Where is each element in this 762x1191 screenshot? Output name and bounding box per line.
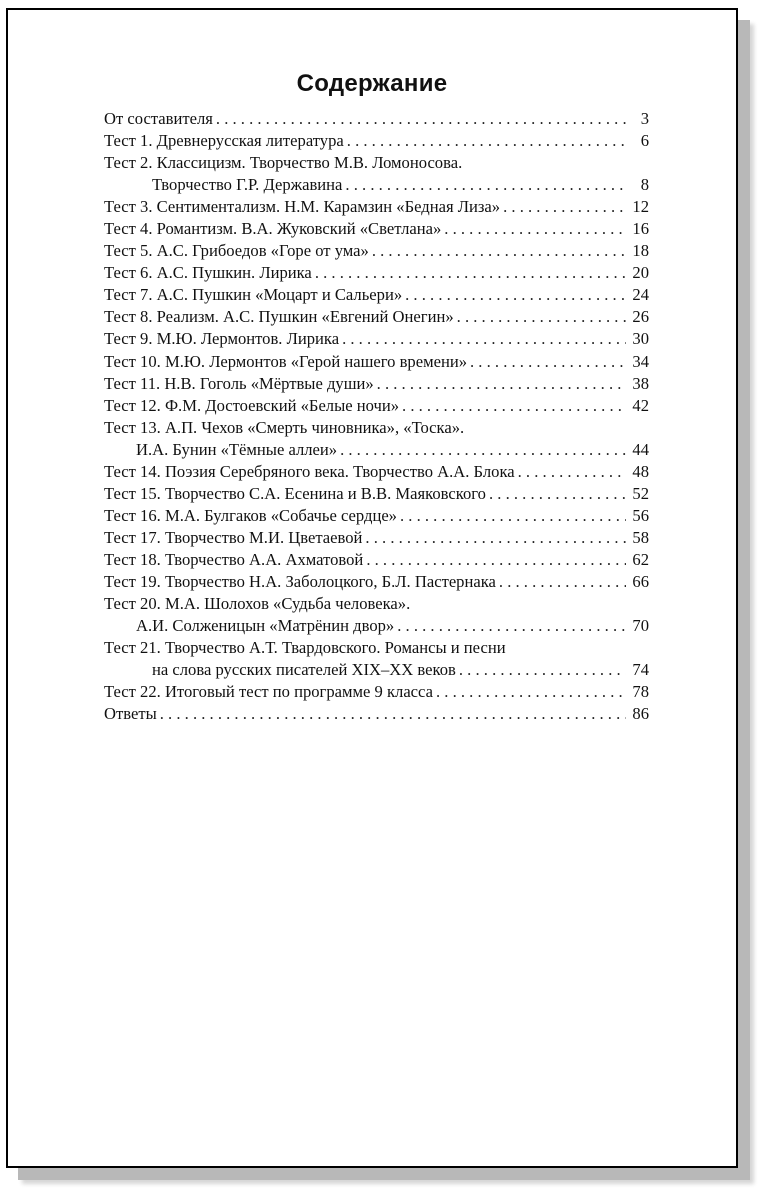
toc-entry	[104, 571, 649, 593]
toc-entry-title: Тест 7. А.С. Пушкин «Моцарт и Сальери»	[104, 285, 403, 305]
page-number: 48	[632, 461, 649, 481]
toc-entry-title: Тест 1. Древнерусская литература	[104, 131, 344, 151]
page-number: 6	[640, 131, 649, 151]
toc-entry	[104, 505, 649, 527]
dot-leader	[402, 395, 626, 417]
toc-entry-title: Ответы	[104, 704, 157, 724]
dot-leader	[315, 262, 626, 284]
toc-entry	[104, 681, 649, 703]
toc-entry-continuation	[104, 174, 649, 196]
toc-entry	[104, 461, 649, 483]
page-number: 52	[632, 483, 649, 503]
toc-entry-continuation	[104, 439, 649, 461]
toc-entry	[104, 417, 649, 439]
page-number: 42	[632, 395, 649, 415]
dot-leader	[489, 483, 626, 505]
toc-entry	[104, 549, 649, 571]
toc-entry-title: Тест 9. М.Ю. Лермонтов. Лирика	[104, 329, 340, 349]
toc-entry	[104, 152, 649, 174]
page-number: 86	[632, 704, 649, 724]
toc-entry-title: Тест 18. Творчество А.А. Ахматовой	[104, 549, 364, 569]
page-number: 12	[632, 197, 649, 217]
page-number: 26	[632, 307, 649, 327]
toc-entry-title: Тест 4. Романтизм. В.А. Жуковский «Светлана»	[104, 219, 442, 239]
toc-entry	[104, 306, 649, 328]
page-number: 3	[640, 109, 649, 128]
document-page	[6, 8, 738, 1168]
toc-entry	[104, 483, 649, 505]
toc-entry-title: Тест 21. Творчество А.Т. Твардовского. Романсы и песни	[104, 638, 506, 658]
page-number: 44	[632, 439, 649, 459]
toc-entry-title-continuation: Творчество Г.Р. Державина	[152, 175, 343, 195]
page-number: 56	[632, 505, 649, 525]
toc-entry	[104, 262, 649, 284]
toc-entry-title: Тест 12. Ф.М. Достоевский «Белые ночи»	[104, 395, 400, 415]
dot-leader	[457, 306, 626, 328]
toc-entry-title: Тест 22. Итоговый тест по программе 9 класса	[104, 682, 433, 702]
toc-entry	[104, 703, 649, 725]
dot-leader	[340, 439, 626, 461]
toc-entry-title-continuation: А.И. Солженицын «Матрёнин двор»	[136, 616, 395, 636]
toc-entry-title: От составителя	[104, 109, 213, 128]
dot-leader	[216, 108, 626, 130]
toc-entry-title: Тест 16. М.А. Булгаков «Собачье сердце»	[104, 505, 397, 525]
page-number: 34	[632, 351, 649, 371]
toc-entry	[104, 284, 649, 306]
dot-leader	[397, 615, 626, 637]
dot-leader	[377, 373, 626, 395]
page-number: 58	[632, 527, 649, 547]
toc-entry	[104, 351, 649, 373]
page-number: 30	[632, 329, 649, 349]
dot-leader	[400, 505, 626, 527]
dot-leader	[372, 240, 626, 262]
page-number: 16	[632, 219, 649, 239]
dot-leader	[470, 351, 626, 373]
dot-leader	[459, 659, 626, 681]
page-number: 20	[632, 263, 649, 283]
toc-entry	[104, 328, 649, 350]
toc-entry-title: Тест 17. Творчество М.И. Цветаевой	[104, 527, 363, 547]
page-number: 18	[632, 241, 649, 261]
dot-leader	[444, 218, 626, 240]
toc-entry	[104, 218, 649, 240]
toc-entry	[104, 637, 649, 659]
toc-entry-title: Тест 13. А.П. Чехов «Смерть чиновника», «Тоска».	[104, 417, 465, 437]
toc-entry-continuation	[104, 615, 649, 637]
toc-entry	[104, 108, 649, 130]
page-number: 62	[632, 549, 649, 569]
dot-leader	[342, 328, 626, 350]
dot-leader	[345, 174, 626, 196]
toc-entry-title: Тест 5. А.С. Грибоедов «Горе от ума»	[104, 241, 369, 261]
toc-entry	[104, 527, 649, 549]
toc-entry-title: Тест 3. Сентиментализм. Н.М. Карамзин «Бедная Лиза»	[104, 197, 501, 217]
toc-entry-title: Тест 10. М.Ю. Лермонтов «Герой нашего времени»	[104, 351, 467, 371]
toc-entry	[104, 196, 649, 218]
toc-entry-title: Тест 14. Поэзия Серебряного века. Творчество А.А. Блока	[104, 461, 515, 481]
dot-leader	[365, 527, 626, 549]
dot-leader	[503, 196, 626, 218]
toc-entry-title: Тест 8. Реализм. А.С. Пушкин «Евгений Онегин»	[104, 307, 454, 327]
dot-leader	[499, 571, 626, 593]
page-number: 78	[632, 682, 649, 702]
toc-entry-title-continuation: И.А. Бунин «Тёмные аллеи»	[136, 439, 338, 459]
toc-entry-title: Тест 11. Н.В. Гоголь «Мёртвые души»	[104, 373, 374, 393]
page-number: 38	[632, 373, 649, 393]
toc-entry-title-continuation: на слова русских писателей XIX–XX веков	[152, 660, 456, 680]
dot-leader	[366, 549, 626, 571]
dot-leader	[405, 284, 626, 306]
toc-entry-title: Тест 2. Классицизм. Творчество М.В. Ломоносова.	[104, 153, 463, 173]
page-number: 24	[632, 285, 649, 305]
toc-entry-title: Тест 15. Творчество С.А. Есенина и В.В. Маяковского	[104, 483, 486, 503]
toc-entry-title: Тест 19. Творчество Н.А. Заболоцкого, Б.Л. Пастернака	[104, 571, 496, 591]
page-title: Содержание	[296, 70, 448, 97]
page-number: 70	[632, 616, 649, 636]
dot-leader	[518, 461, 626, 483]
toc-entry	[104, 373, 649, 395]
toc-entry	[104, 240, 649, 262]
page-number: 8	[640, 175, 649, 195]
toc-entry	[104, 593, 649, 615]
toc-entry-title: Тест 20. М.А. Шолохов «Судьба человека».	[104, 594, 411, 614]
dot-leader	[160, 703, 626, 725]
toc-entry-title: Тест 6. А.С. Пушкин. Лирика	[104, 263, 312, 283]
page-number: 74	[632, 660, 649, 680]
table-of-contents	[104, 108, 649, 725]
toc-entry	[104, 130, 649, 152]
dot-leader	[347, 130, 626, 152]
page-number: 66	[632, 571, 649, 591]
toc-entry-continuation	[104, 659, 649, 681]
toc-entry	[104, 395, 649, 417]
dot-leader	[436, 681, 626, 703]
